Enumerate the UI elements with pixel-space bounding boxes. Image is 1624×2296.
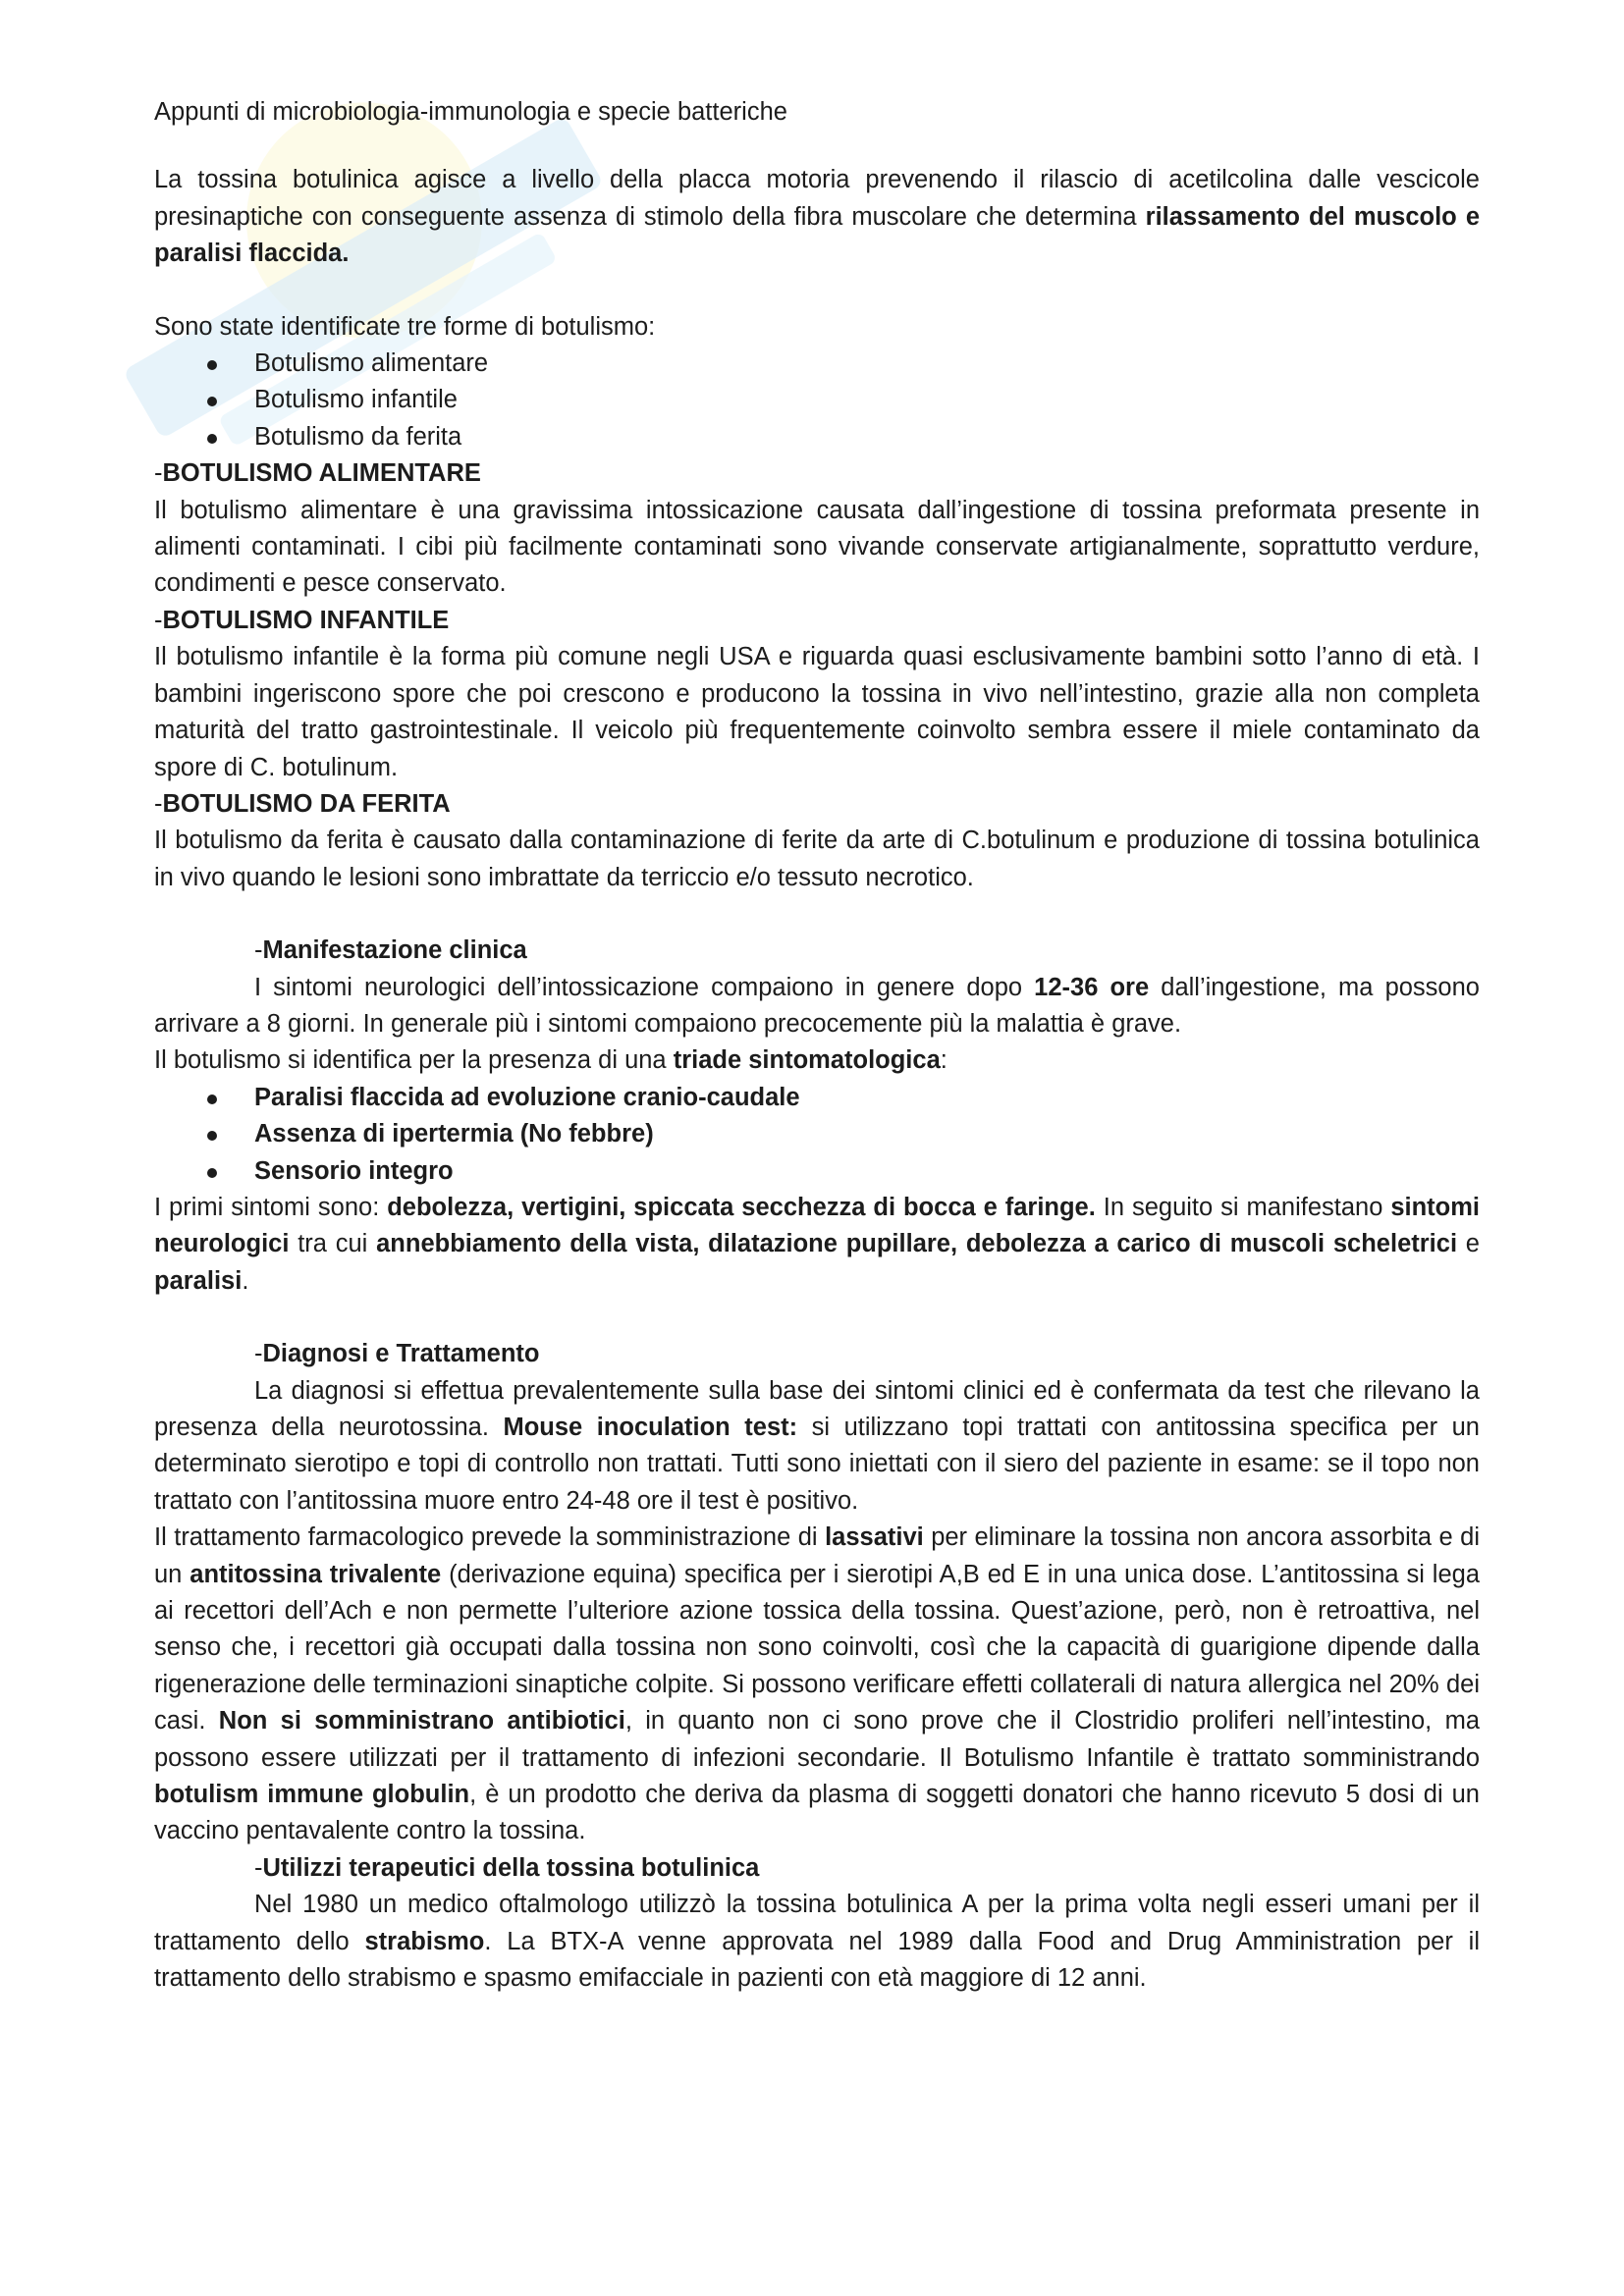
bullet-icon: [207, 1168, 217, 1178]
list-item: Assenza di ipertermia (No febbre): [154, 1116, 1480, 1152]
diagnosi-paragraph-1: La diagnosi si effettua prevalentemente sulla base dei sintomi clinici ed è confermata da test che rilevano la presenza della neurotossina. Mouse inoculation test: si utilizzano topi trattati con antitossina specifica per un determinato sierotipo e topi di controllo non trattati. Tutti sono iniettati con il siero del paziente in esame: se il topo non trattato con l’antitossina muore entro 24-48 ore il test è positivo.: [154, 1376, 1480, 1515]
clinica-paragraph-3: I primi sintomi sono: debolezza, vertigini, spiccata secchezza di bocca e faringe. In seguito si manifestano sintomi neurologici tra cui annebbiamento della vista, dilatazione pupillare, debolezza a carico di muscoli scheletrici e paralisi.: [154, 1193, 1480, 1295]
list-item: Botulismo alimentare: [154, 346, 1480, 382]
section-title-clinica: -Manifestazione clinica: [254, 936, 527, 965]
bullet-icon: [207, 397, 217, 406]
intro-paragraph: La tossina botulinica agisce a livello della placca motoria prevenendo il rilascio di acetilcolina dalle vescicole presinaptiche con conseguente assenza di stimolo della fibra muscolare che determina rilassamento del muscolo e paralisi flaccida.: [154, 166, 1480, 268]
alimentare-paragraph: Il botulismo alimentare è una gravissima intossicazione causata dall’ingestione di tossina preformata presente in alimenti contaminati. I cibi più facilmente contaminati sono vivande conservate artigianalmente, soprattutto verdure, condimenti e pesce conservato.: [154, 496, 1480, 598]
bullet-icon: [207, 1131, 217, 1141]
section-title-utilizzi: -Utilizzi terapeutici della tossina botulinica: [254, 1853, 760, 1882]
triad-list: [154, 1080, 1480, 1190]
clinica-paragraph-1: I sintomi neurologici dell’intossicazione compaiono in genere dopo 12-36 ore dall’ingestione, ma possono arrivare a 8 giorni. In generale più i sintomi compaiono precocemente più la malattia è grave.: [154, 973, 1480, 1038]
diagnosi-paragraph-2: Il trattamento farmacologico prevede la somministrazione di lassativi per eliminare la tossina non ancora assorbita e di un antitossina trivalente (derivazione equina) specifica per i sierotipi A,B ed E in una unica dose. L’antitossina si lega ai recettori dell’Ach e non permette l’ulteriore azione tossica della tossina. Quest’azione, però, non è retroattiva, nel senso che, i recettori già occupati dalla tossina non sono coinvolti, così che la capacità di guarigione dipende dalla rigenerazione delle terminazioni sinaptiche colpite. Si possono verificare effetti collaterali di natura allergica nel 20% dei casi. Non si somministrano antibiotici, in quanto non ci sono prove che il Clostridio proliferi nell’intestino, ma possono essere utilizzati per il trattamento di infezioni secondarie. Il Botulismo Infantile è trattato somministrando botulism immune globulin, è un prodotto che deriva da plasma di soggetti donatori che hanno ricevuto 5 dosi di un vaccino pentavalente contro la tossina.: [154, 1523, 1481, 1845]
bullet-icon: [207, 434, 217, 444]
ferita-paragraph: Il botulismo da ferita è causato dalla contaminazione di ferite da arte di C.botulinum e produzione di tossina botulinica in vivo quando le lesioni sono imbrattate da terriccio e/o tessuto necrotico.: [154, 827, 1480, 891]
section-title-diagnosi: -Diagnosi e Trattamento: [254, 1340, 540, 1368]
page-header: Appunti di microbiologia-immunologia e specie batteriche: [154, 98, 787, 126]
forms-lead: Sono state identificate tre forme di botulismo:: [154, 312, 656, 341]
forms-list: [154, 346, 1480, 455]
list-item: Paralisi flaccida ad evoluzione cranio-caudale: [154, 1080, 1480, 1116]
section-title-ferita: -BOTULISMO DA FERITA: [154, 789, 451, 818]
bullet-icon: [207, 360, 217, 370]
list-item: Botulismo infantile: [154, 382, 1480, 418]
infantile-paragraph: Il botulismo infantile è la forma più comune negli USA e riguarda quasi esclusivamente bambini sotto l’anno di età. I bambini ingeriscono spore che poi crescono e producono la tossina in vivo nell’intestino, grazie alla non completa maturità del tratto gastrointestinale. Il veicolo più frequentemente coinvolto sembra essere il miele contaminato da spore di C. botulinum.: [154, 643, 1480, 781]
section-title-alimentare: -BOTULISMO ALIMENTARE: [154, 459, 481, 488]
clinica-paragraph-2: Il botulismo si identifica per la presenza di una triade sintomatologica:: [154, 1046, 947, 1075]
bullet-icon: [207, 1095, 217, 1104]
list-item: Botulismo da ferita: [154, 419, 1480, 455]
list-item: Sensorio integro: [154, 1153, 1480, 1190]
document-page: [154, 94, 1480, 1998]
utilizzi-paragraph: Nel 1980 un medico oftalmologo utilizzò la tossina botulinica A per la prima volta negli esseri umani per il trattamento dello strabismo. La BTX-A venne approvata nel 1989 dalla Food and Drug Amministration per il trattamento dello strabismo e spasmo emifacciale in pazienti con età maggiore di 12 anni.: [154, 1891, 1481, 1993]
section-title-infantile: -BOTULISMO INFANTILE: [154, 606, 450, 634]
